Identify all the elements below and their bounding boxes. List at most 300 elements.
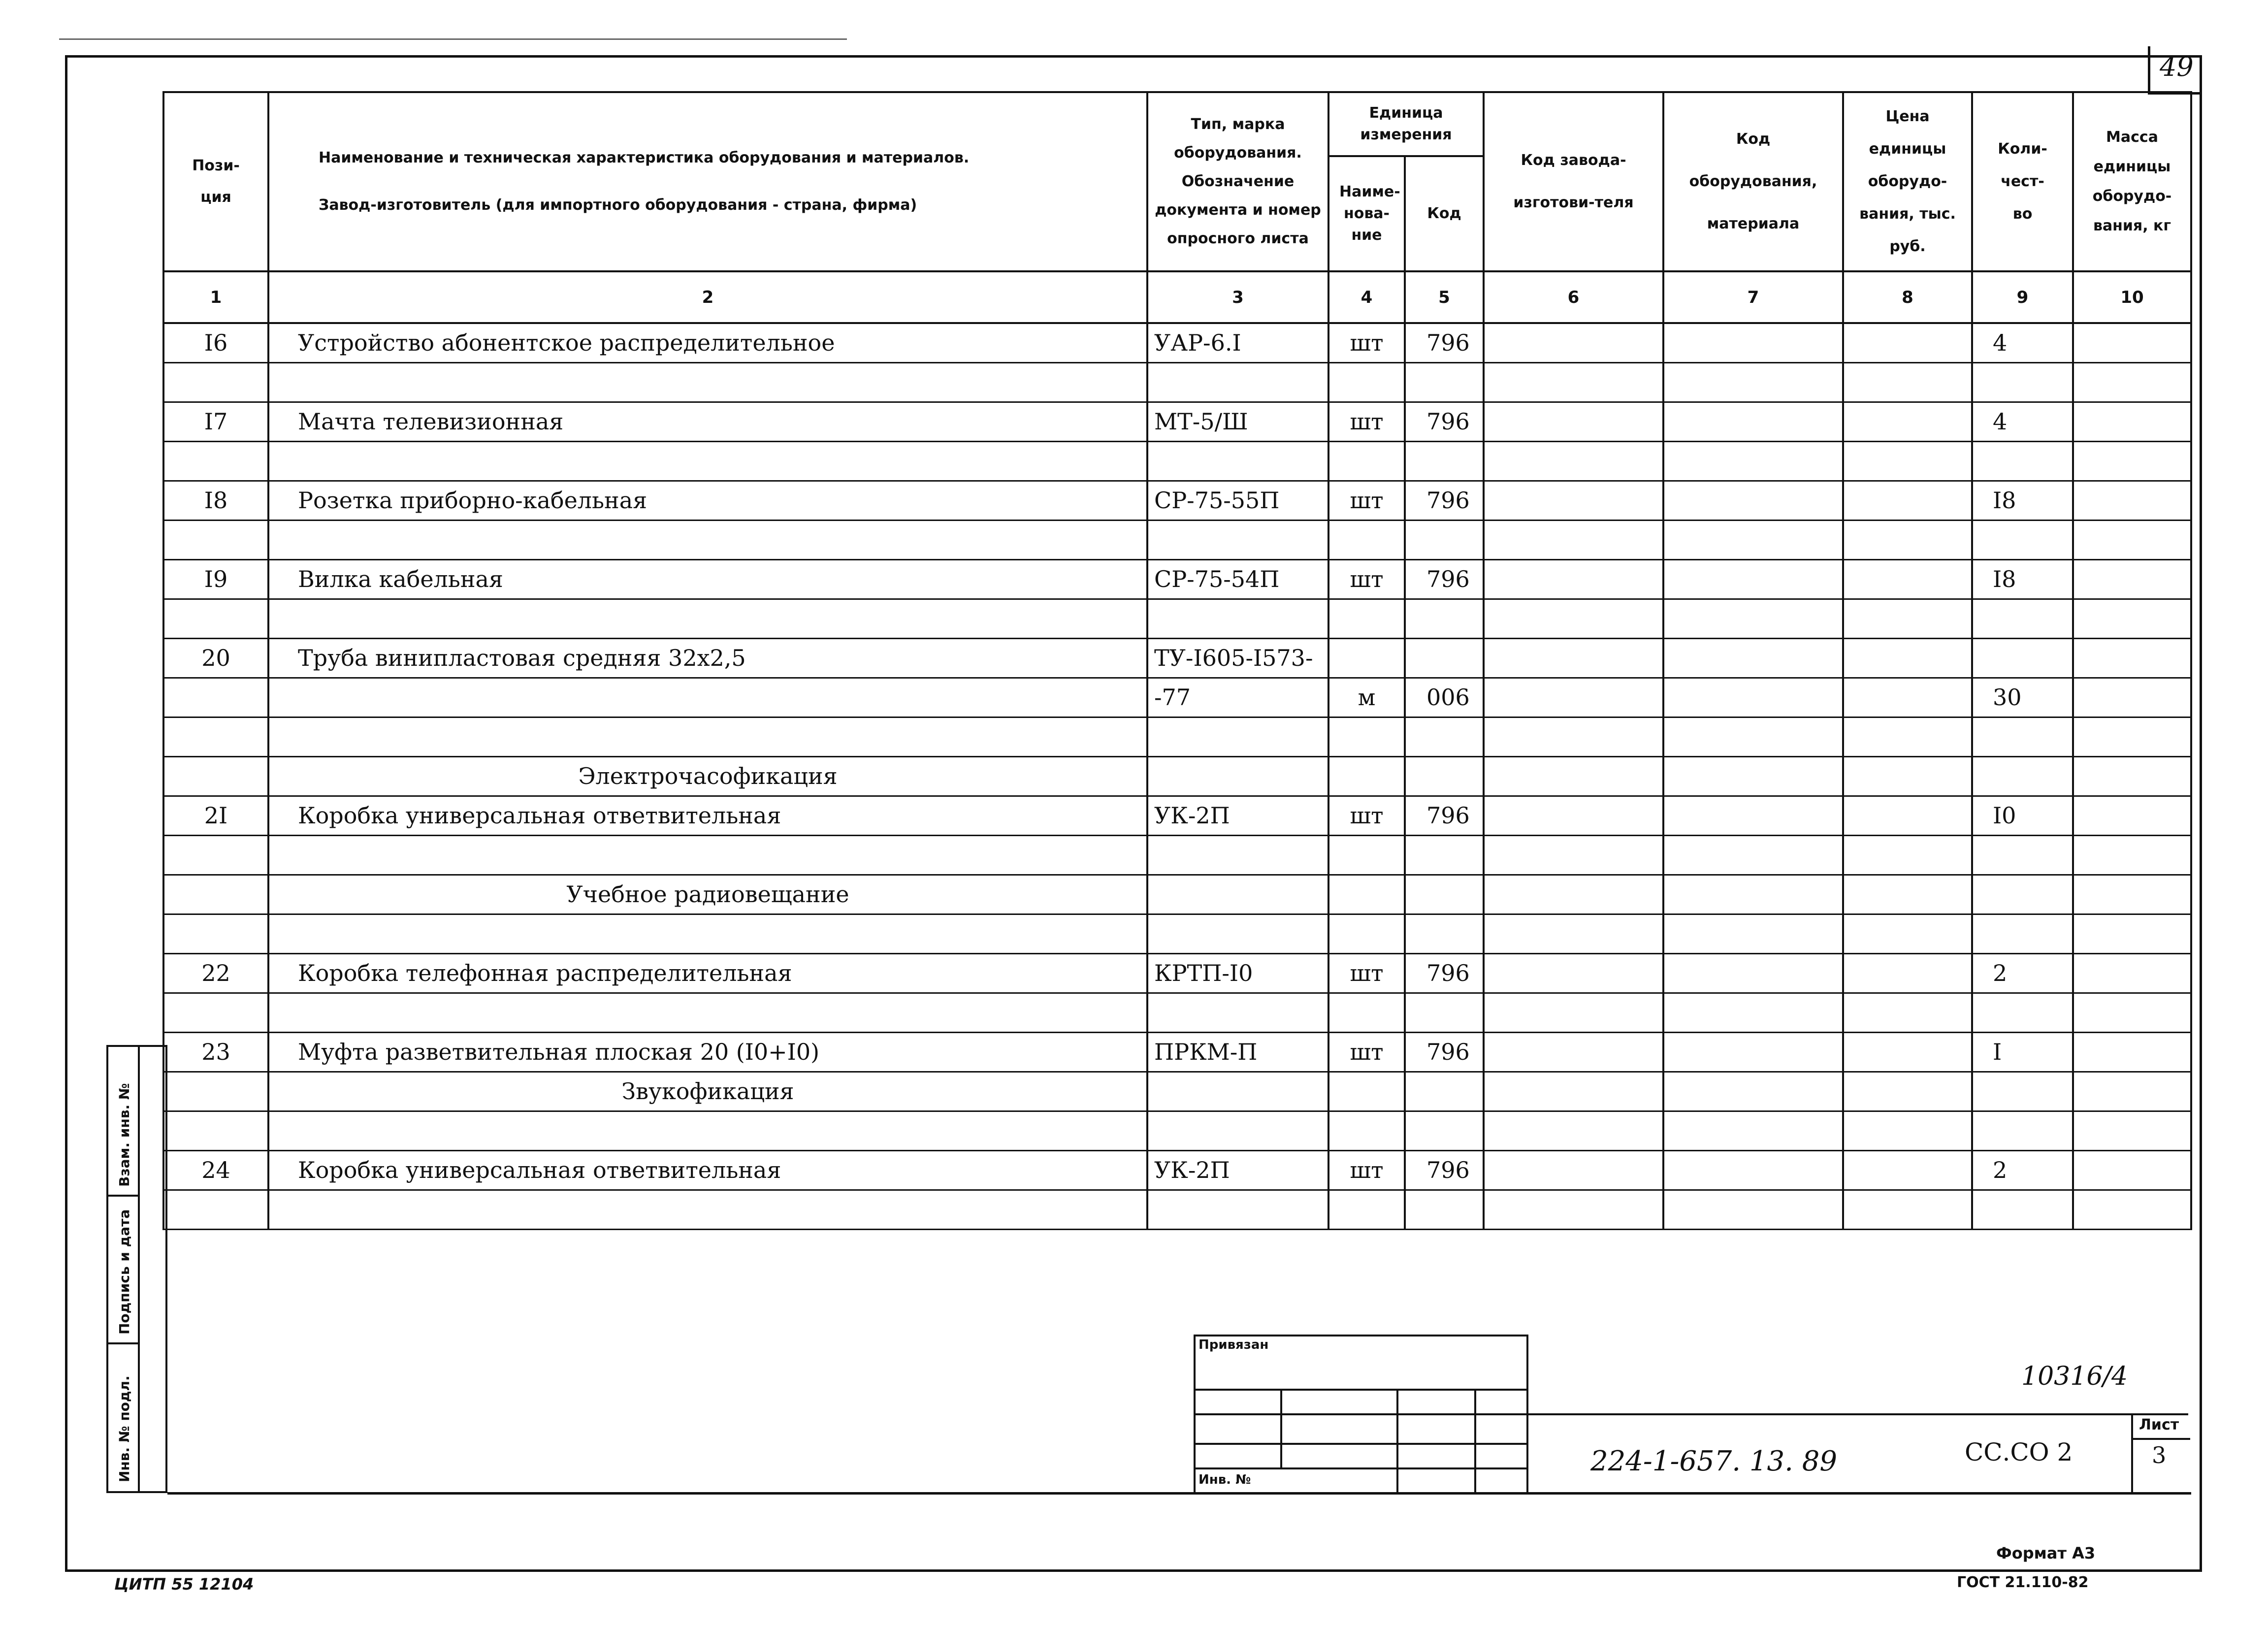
empty-cell xyxy=(1843,362,1972,402)
cell-mass xyxy=(2073,481,2191,520)
cell-equipment-code xyxy=(1663,481,1843,520)
empty-cell xyxy=(1328,717,1405,756)
cell-factory-code xyxy=(1484,796,1663,835)
cell-quantity: I xyxy=(1972,1032,2073,1072)
sheet-value: 3 xyxy=(2152,1442,2167,1468)
empty-cell xyxy=(1484,717,1663,756)
stamp-line xyxy=(1194,1413,1528,1415)
cell-price xyxy=(1843,953,1972,993)
cell-type: МТ-5/Ш xyxy=(1147,402,1328,441)
empty-cell xyxy=(2073,875,2191,914)
cell-equipment-code xyxy=(1663,796,1843,835)
cell-mass xyxy=(2073,678,2191,717)
cell-price xyxy=(1843,1150,1972,1190)
empty-cell xyxy=(2073,441,2191,481)
table-row xyxy=(163,678,2191,717)
column-number: 6 xyxy=(1484,271,1663,323)
empty-cell xyxy=(1484,1111,1663,1150)
specification-table xyxy=(162,91,2192,1230)
empty-cell xyxy=(268,914,1147,953)
empty-cell xyxy=(1663,520,1843,559)
cell-factory-code xyxy=(1484,323,1663,362)
column-number: 4 xyxy=(1328,271,1405,323)
column-number: 2 xyxy=(268,271,1147,323)
empty-cell xyxy=(1843,441,1972,481)
empty-cell xyxy=(1484,993,1663,1032)
empty-cell xyxy=(1843,875,1972,914)
cell-equipment-code xyxy=(1663,559,1843,599)
table-row xyxy=(163,559,2191,599)
blank-row xyxy=(163,599,2191,638)
side-label-podpis: Подпись и дата xyxy=(116,1209,132,1335)
header-mass: Масса единицы оборудо-вания, кг xyxy=(2073,92,2191,271)
cell-equipment-code xyxy=(1663,402,1843,441)
empty-cell xyxy=(1843,520,1972,559)
cell-position: I9 xyxy=(163,559,268,599)
empty-cell xyxy=(163,599,268,638)
cell-position: I8 xyxy=(163,481,268,520)
section-title: Учебное радиовещание xyxy=(268,875,1147,914)
cell-name: Мачта телевизионная xyxy=(268,402,1147,441)
empty-cell xyxy=(2073,599,2191,638)
empty-cell xyxy=(1843,1190,1972,1229)
header-unit-group: Единица измерения xyxy=(1328,92,1484,156)
cell-unit: шт xyxy=(1328,481,1405,520)
cell-quantity xyxy=(1972,638,2073,678)
empty-cell xyxy=(1663,835,1843,875)
cell-unit-code: 796 xyxy=(1405,481,1484,520)
stamp-vline xyxy=(1396,1389,1398,1494)
document-mark: СС.СО 2 xyxy=(1965,1438,2073,1466)
cell-type: ТУ-I605-I573- xyxy=(1147,638,1328,678)
empty-cell xyxy=(268,835,1147,875)
table-row xyxy=(163,1032,2191,1072)
cell-quantity: 4 xyxy=(1972,323,2073,362)
cell-factory-code xyxy=(1484,559,1663,599)
cell-quantity: I8 xyxy=(1972,559,2073,599)
empty-cell xyxy=(268,520,1147,559)
cell-equipment-code xyxy=(1663,323,1843,362)
cell-type: ПРКМ-П xyxy=(1147,1032,1328,1072)
empty-cell xyxy=(1328,520,1405,559)
cell-factory-code xyxy=(1484,953,1663,993)
empty-cell xyxy=(1843,756,1972,796)
table-row xyxy=(163,323,2191,362)
cell-position: 22 xyxy=(163,953,268,993)
header-quantity: Коли-чест-во xyxy=(1972,92,2073,271)
column-number: 7 xyxy=(1663,271,1843,323)
cell-name: Труба винипластовая средняя 32х2,5 xyxy=(268,638,1147,678)
empty-cell xyxy=(1328,441,1405,481)
empty-cell xyxy=(1147,717,1328,756)
empty-cell xyxy=(163,717,268,756)
empty-cell xyxy=(2073,914,2191,953)
cell-mass xyxy=(2073,402,2191,441)
cell-mass xyxy=(2073,953,2191,993)
header-name: Наименование и техническая характеристика оборудования и материалов. Завод-изготовитель (для импортного оборудования - страна, фирма) xyxy=(268,92,1147,271)
empty-cell xyxy=(163,756,268,796)
handwritten-number: 10316/4 xyxy=(2021,1362,2128,1391)
empty-cell xyxy=(163,362,268,402)
cell-mass xyxy=(2073,323,2191,362)
blank-row xyxy=(163,914,2191,953)
section-title: Звукофикация xyxy=(268,1072,1147,1111)
header-equipment-code: Код оборудования, материала xyxy=(1663,92,1843,271)
empty-cell xyxy=(1328,1111,1405,1150)
cell-unit: шт xyxy=(1328,1032,1405,1072)
blank-row xyxy=(163,520,2191,559)
cell-price xyxy=(1843,678,1972,717)
column-number: 9 xyxy=(1972,271,2073,323)
column-number: 1 xyxy=(163,271,268,323)
cell-type: СР-75-55П xyxy=(1147,481,1328,520)
empty-cell xyxy=(163,1190,268,1229)
empty-cell xyxy=(1843,1111,1972,1150)
empty-cell xyxy=(1663,756,1843,796)
empty-cell xyxy=(1843,717,1972,756)
empty-cell xyxy=(1484,362,1663,402)
blank-row xyxy=(163,362,2191,402)
empty-cell xyxy=(1405,717,1484,756)
specification-body xyxy=(163,323,2191,1229)
empty-cell xyxy=(1972,1190,2073,1229)
empty-cell xyxy=(1843,1072,1972,1111)
cell-type: УК-2П xyxy=(1147,796,1328,835)
table-row xyxy=(163,953,2191,993)
cell-factory-code xyxy=(1484,402,1663,441)
empty-cell xyxy=(1147,362,1328,402)
cell-unit: шт xyxy=(1328,1150,1405,1190)
empty-cell xyxy=(1147,1072,1328,1111)
empty-cell xyxy=(1405,441,1484,481)
stamp-inv-label: Инв. № xyxy=(1199,1472,1251,1487)
cell-mass xyxy=(2073,638,2191,678)
empty-cell xyxy=(2073,1190,2191,1229)
empty-cell xyxy=(1484,756,1663,796)
empty-cell xyxy=(1147,914,1328,953)
cell-quantity: I8 xyxy=(1972,481,2073,520)
cell-unit-code: 796 xyxy=(1405,323,1484,362)
cell-equipment-code xyxy=(1663,638,1843,678)
empty-cell xyxy=(1484,441,1663,481)
empty-cell xyxy=(1663,993,1843,1032)
stamp-vline xyxy=(1474,1389,1476,1494)
empty-cell xyxy=(1328,756,1405,796)
cell-name: Коробка универсальная ответвительная xyxy=(268,796,1147,835)
empty-cell xyxy=(1663,717,1843,756)
cell-type: -77 xyxy=(1147,678,1328,717)
side-strip-divider xyxy=(138,1047,140,1491)
empty-cell xyxy=(1972,441,2073,481)
cell-factory-code xyxy=(1484,678,1663,717)
empty-cell xyxy=(1843,993,1972,1032)
blank-row xyxy=(163,993,2191,1032)
empty-cell xyxy=(1972,1072,2073,1111)
column-number: 3 xyxy=(1147,271,1328,323)
cell-position: 23 xyxy=(163,1032,268,1072)
column-number: 5 xyxy=(1405,271,1484,323)
stamp-line xyxy=(1194,1389,1528,1391)
empty-cell xyxy=(163,835,268,875)
empty-cell xyxy=(163,875,268,914)
empty-cell xyxy=(163,1111,268,1150)
footer-left-code: ЦИТП 55 12104 xyxy=(114,1575,254,1594)
empty-cell xyxy=(1147,993,1328,1032)
section-row xyxy=(163,756,2191,796)
empty-cell xyxy=(163,993,268,1032)
empty-cell xyxy=(1972,756,2073,796)
cell-name xyxy=(268,678,1147,717)
empty-cell xyxy=(1328,1190,1405,1229)
cell-unit xyxy=(1328,638,1405,678)
empty-cell xyxy=(1663,1072,1843,1111)
empty-cell xyxy=(1843,835,1972,875)
empty-cell xyxy=(1484,1072,1663,1111)
header-type: Тип, марка оборудования. Обозначение документа и номер опросного листа xyxy=(1147,92,1328,271)
sheet-number: 49 xyxy=(2160,51,2194,82)
cell-unit-code: 796 xyxy=(1405,796,1484,835)
empty-cell xyxy=(1405,520,1484,559)
cell-quantity: 2 xyxy=(1972,953,2073,993)
cell-unit: шт xyxy=(1328,323,1405,362)
column-number: 8 xyxy=(1843,271,1972,323)
empty-cell xyxy=(1328,835,1405,875)
cell-equipment-code xyxy=(1663,1032,1843,1072)
empty-cell xyxy=(2073,1072,2191,1111)
empty-cell xyxy=(1405,1190,1484,1229)
header-position: Пози- ция xyxy=(163,92,268,271)
empty-cell xyxy=(1484,835,1663,875)
cell-position xyxy=(163,678,268,717)
cell-quantity: 2 xyxy=(1972,1150,2073,1190)
cell-name: Муфта разветвительная плоская 20 (I0+I0) xyxy=(268,1032,1147,1072)
cell-unit-code: 796 xyxy=(1405,559,1484,599)
cell-name: Коробка универсальная ответвительная xyxy=(268,1150,1147,1190)
cell-position: I6 xyxy=(163,323,268,362)
side-label-vzam: Взам. инв. № xyxy=(116,1083,132,1187)
header-unit-code: Код xyxy=(1405,156,1484,271)
empty-cell xyxy=(1972,835,2073,875)
sheet-box-separator xyxy=(2131,1438,2190,1440)
empty-cell xyxy=(1663,1190,1843,1229)
empty-cell xyxy=(1147,520,1328,559)
column-number: 10 xyxy=(2073,271,2191,323)
cell-unit: шт xyxy=(1328,953,1405,993)
cell-unit-code: 796 xyxy=(1405,953,1484,993)
empty-cell xyxy=(268,717,1147,756)
empty-cell xyxy=(1663,599,1843,638)
sheet-label: Лист xyxy=(2139,1416,2179,1434)
header-price: Цена единицы оборудо-вания, тыс. руб. xyxy=(1843,92,1972,271)
cell-mass xyxy=(2073,1150,2191,1190)
empty-cell xyxy=(1972,1111,2073,1150)
cell-price xyxy=(1843,559,1972,599)
cell-price xyxy=(1843,323,1972,362)
empty-cell xyxy=(1328,1072,1405,1111)
side-strip-separator xyxy=(108,1195,139,1197)
empty-cell xyxy=(1484,914,1663,953)
empty-cell xyxy=(1663,441,1843,481)
title-block-line xyxy=(1528,1413,2188,1415)
cell-unit-code: 006 xyxy=(1405,678,1484,717)
cell-name: Коробка телефонная распределительная xyxy=(268,953,1147,993)
empty-cell xyxy=(2073,993,2191,1032)
empty-cell xyxy=(163,441,268,481)
cell-position: 20 xyxy=(163,638,268,678)
empty-cell xyxy=(1147,1111,1328,1150)
empty-cell xyxy=(1147,835,1328,875)
cell-unit: шт xyxy=(1328,559,1405,599)
cell-unit-code: 796 xyxy=(1405,402,1484,441)
cell-factory-code xyxy=(1484,638,1663,678)
blank-row xyxy=(163,1190,2191,1229)
empty-cell xyxy=(268,993,1147,1032)
cell-unit-code: 796 xyxy=(1405,1150,1484,1190)
empty-cell xyxy=(1843,599,1972,638)
empty-cell xyxy=(1972,914,2073,953)
cell-type: УАР-6.I xyxy=(1147,323,1328,362)
cell-mass xyxy=(2073,1032,2191,1072)
empty-cell xyxy=(268,1111,1147,1150)
empty-cell xyxy=(1405,599,1484,638)
cell-unit: шт xyxy=(1328,402,1405,441)
stamp-line xyxy=(1194,1467,1528,1469)
empty-cell xyxy=(1328,362,1405,402)
empty-cell xyxy=(1972,362,2073,402)
section-row xyxy=(163,875,2191,914)
empty-cell xyxy=(1972,993,2073,1032)
empty-cell xyxy=(1405,362,1484,402)
table-row xyxy=(163,796,2191,835)
cell-unit: шт xyxy=(1328,796,1405,835)
cell-unit-code: 796 xyxy=(1405,1032,1484,1072)
empty-cell xyxy=(2073,756,2191,796)
blank-row xyxy=(163,441,2191,481)
cell-factory-code xyxy=(1484,481,1663,520)
footer-format: Формат А3 xyxy=(1996,1544,2096,1563)
cell-position: I7 xyxy=(163,402,268,441)
blank-row xyxy=(163,835,2191,875)
empty-cell xyxy=(1328,993,1405,1032)
cell-position: 2I xyxy=(163,796,268,835)
empty-cell xyxy=(1147,599,1328,638)
cell-quantity: I0 xyxy=(1972,796,2073,835)
cell-type: СР-75-54П xyxy=(1147,559,1328,599)
empty-cell xyxy=(1147,1190,1328,1229)
empty-cell xyxy=(1663,875,1843,914)
section-title: Электрочасофикация xyxy=(268,756,1147,796)
cell-name: Вилка кабельная xyxy=(268,559,1147,599)
empty-cell xyxy=(163,914,268,953)
empty-cell xyxy=(268,1190,1147,1229)
table-bottom-line xyxy=(167,1492,2191,1495)
empty-cell xyxy=(1405,875,1484,914)
cell-name: Розетка приборно-кабельная xyxy=(268,481,1147,520)
cell-type: УК-2П xyxy=(1147,1150,1328,1190)
empty-cell xyxy=(1328,599,1405,638)
cell-price xyxy=(1843,402,1972,441)
empty-cell xyxy=(163,520,268,559)
cell-price xyxy=(1843,796,1972,835)
cell-equipment-code xyxy=(1663,678,1843,717)
empty-cell xyxy=(1147,875,1328,914)
top-rule xyxy=(59,38,847,40)
empty-cell xyxy=(1147,756,1328,796)
stamp-vline xyxy=(1280,1389,1282,1467)
empty-cell xyxy=(1147,441,1328,481)
table-row xyxy=(163,638,2191,678)
empty-cell xyxy=(1663,1111,1843,1150)
empty-cell xyxy=(1484,875,1663,914)
cell-type: КРТП-I0 xyxy=(1147,953,1328,993)
empty-cell xyxy=(2073,835,2191,875)
empty-cell xyxy=(1405,756,1484,796)
empty-cell xyxy=(1843,914,1972,953)
empty-cell xyxy=(268,441,1147,481)
blank-row xyxy=(163,1111,2191,1150)
empty-cell xyxy=(1972,875,2073,914)
empty-cell xyxy=(1484,1190,1663,1229)
side-stamp-strip xyxy=(106,1045,167,1493)
footer-gost: ГОСТ 21.110-82 xyxy=(1957,1574,2089,1591)
cell-quantity: 4 xyxy=(1972,402,2073,441)
empty-cell xyxy=(1972,717,2073,756)
table-row xyxy=(163,1150,2191,1190)
cell-position: 24 xyxy=(163,1150,268,1190)
empty-cell xyxy=(1328,875,1405,914)
empty-cell xyxy=(163,1072,268,1111)
cell-factory-code xyxy=(1484,1150,1663,1190)
cell-price xyxy=(1843,1032,1972,1072)
empty-cell xyxy=(1663,914,1843,953)
cell-quantity: 30 xyxy=(1972,678,2073,717)
empty-cell xyxy=(2073,362,2191,402)
side-label-inv-podl: Инв. № подл. xyxy=(116,1375,132,1482)
empty-cell xyxy=(1484,599,1663,638)
empty-cell xyxy=(1328,914,1405,953)
stamp-privyazan-label: Привязан xyxy=(1199,1337,1269,1352)
side-strip-separator xyxy=(108,1342,139,1344)
blank-row xyxy=(163,717,2191,756)
empty-cell xyxy=(1663,362,1843,402)
table-row xyxy=(163,402,2191,441)
cell-mass xyxy=(2073,559,2191,599)
section-row xyxy=(163,1072,2191,1111)
header-factory-code: Код завода-изготови-теля xyxy=(1484,92,1663,271)
cell-unit: м xyxy=(1328,678,1405,717)
empty-cell xyxy=(268,599,1147,638)
cell-name: Устройство абонентское распределительное xyxy=(268,323,1147,362)
cell-price xyxy=(1843,481,1972,520)
empty-cell xyxy=(2073,1111,2191,1150)
empty-cell xyxy=(1972,599,2073,638)
header-unit-name: Наиме-нова-ние xyxy=(1328,156,1405,271)
stamp-line xyxy=(1194,1443,1528,1445)
cell-mass xyxy=(2073,796,2191,835)
cell-equipment-code xyxy=(1663,1150,1843,1190)
table-row xyxy=(163,481,2191,520)
empty-cell xyxy=(2073,717,2191,756)
empty-cell xyxy=(1484,520,1663,559)
document-code: 224-1-657. 13. 89 xyxy=(1590,1445,1837,1477)
cell-equipment-code xyxy=(1663,953,1843,993)
cell-factory-code xyxy=(1484,1032,1663,1072)
cell-unit-code xyxy=(1405,638,1484,678)
empty-cell xyxy=(268,362,1147,402)
empty-cell xyxy=(1405,1072,1484,1111)
empty-cell xyxy=(1972,520,2073,559)
cell-price xyxy=(1843,638,1972,678)
